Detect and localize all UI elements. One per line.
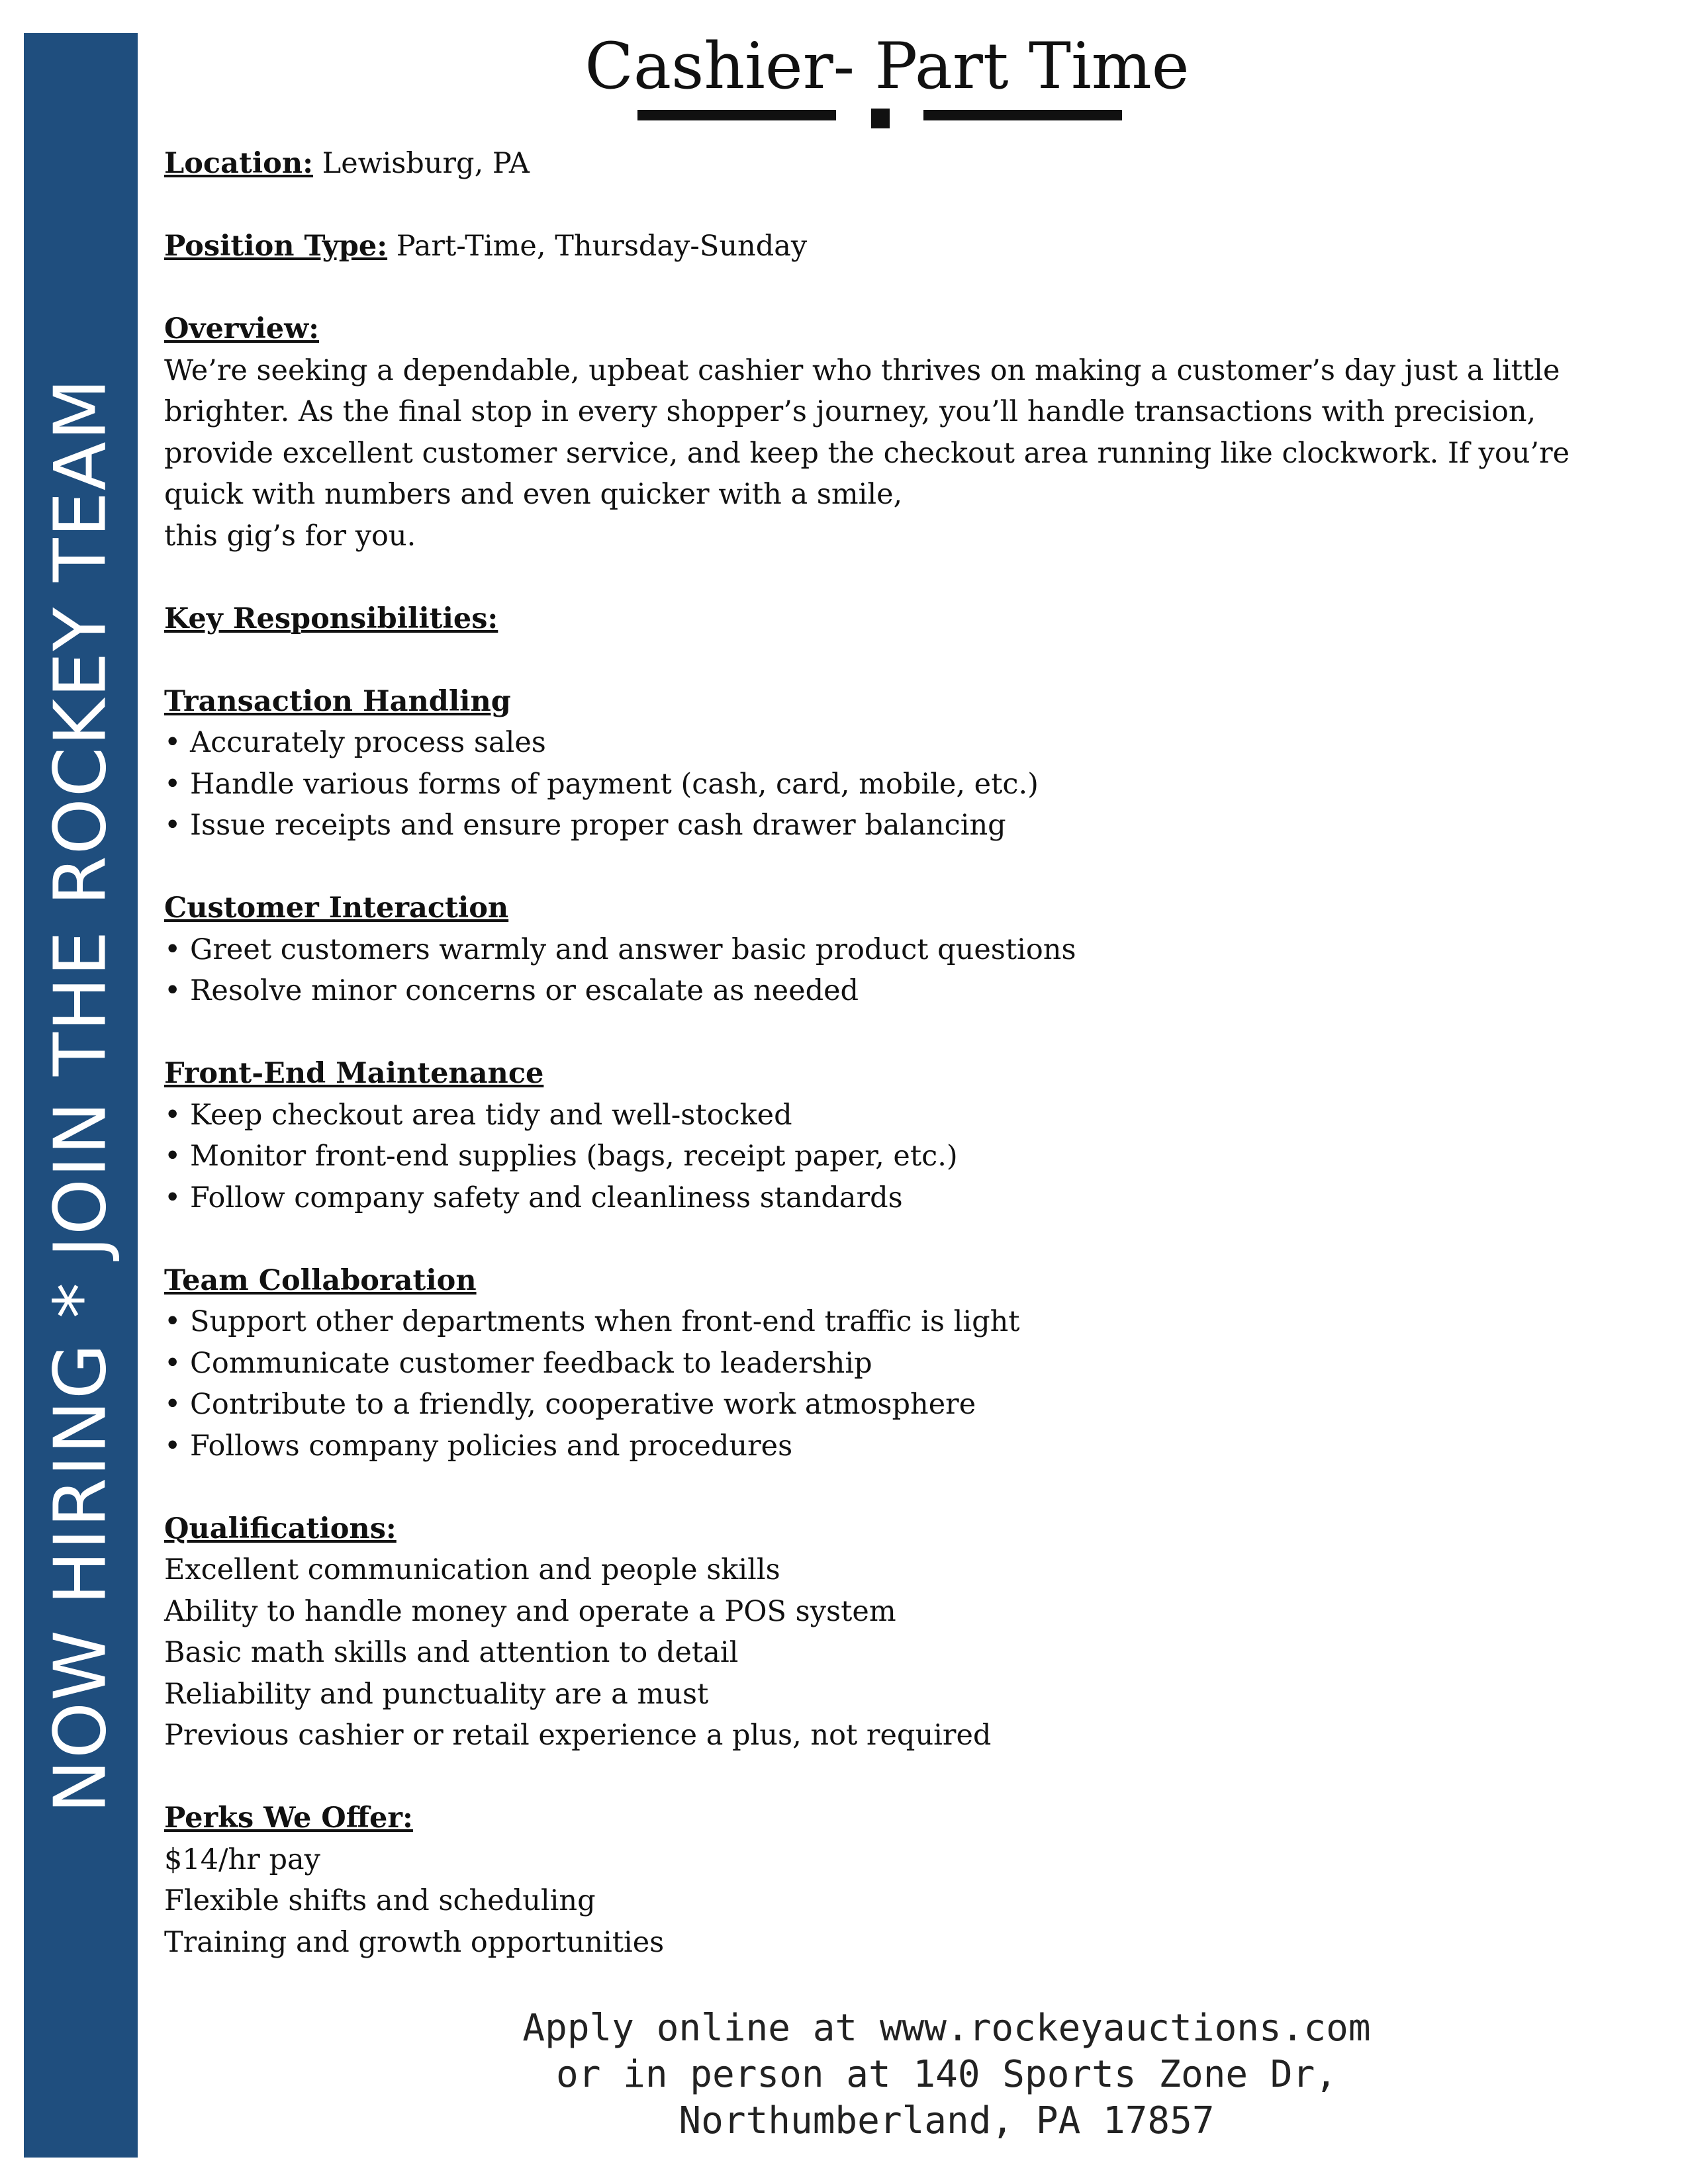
perk-item: $14/hr pay [164,1843,320,1876]
list-item: • Follows company policies and procedures [164,1429,793,1463]
list-item: • Contribute to a friendly, cooperative work atmosphere [164,1388,976,1421]
qualification-item: Basic math skills and attention to detail [164,1636,739,1669]
qualification-item: Excellent communication and people skills [164,1553,780,1586]
list-item: • Resolve minor concerns or escalate as needed [164,974,859,1007]
qualification-item: Ability to handle money and operate a POS system [164,1594,896,1628]
qualification-item: Previous cashier or retail experience a plus, not required [164,1719,992,1752]
overview-line: quick with numbers and even quicker with a smile, [164,478,903,511]
position-type-value: Part-Time, Thursday-Sunday [387,230,808,263]
position-type-row [164,226,1634,267]
overview-line: provide excellent customer service, and keep the checkout area running like clockwork. If you’re [164,436,1570,470]
title-underline-dot [871,109,890,128]
list-item: • Monitor front-end supplies (bags, receipt paper, etc.) [164,1140,958,1173]
position-type-label: Position Type: [164,230,388,263]
key-responsibilities-heading: Key Responsibilities: [164,602,498,635]
qualification-item: Reliability and punctuality are a must [164,1677,709,1711]
list-item: • Issue receipts and ensure proper cash drawer balancing [164,809,1006,842]
apply-line: Apply online at www.rockeyauctions.com [522,2007,1371,2050]
section-heading-team-collaboration: Team Collaboration [164,1263,477,1297]
perk-item: Training and growth opportunities [164,1925,665,1959]
page-title: Cashier- Part Time [585,29,1190,103]
list-item: • Keep checkout area tidy and well-stocked [164,1098,792,1132]
section-heading-front-end-maintenance: Front-End Maintenance [164,1057,544,1090]
list-item: • Follow company safety and cleanliness standards [164,1181,903,1214]
title-underline-left [637,110,836,120]
apply-line: Northumberland, PA 17857 [679,2099,1215,2142]
list-item: • Support other departments when front-end traffic is light [164,1305,1020,1338]
apply-line: or in person at 140 Sports Zone Dr, [555,2053,1338,2096]
location-row [164,143,1634,185]
now-hiring-banner [24,33,138,2158]
overview-line: We’re seeking a dependable, upbeat cashier who thrives on making a customer’s day just a little [164,353,1560,387]
overview-line: this gig’s for you. [164,519,416,553]
banner-text: NOW HIRING * JOIN THE ROCKEY TEAM [39,377,122,1813]
section-heading-customer-interaction: Customer Interaction [164,891,509,925]
title-underline-right [923,110,1122,120]
overview-heading: Overview: [164,312,320,345]
qualifications-heading: Qualifications: [164,1512,397,1545]
overview-line: brighter. As the final stop in every shopper’s journey, you’ll handle transactions with precision, [164,395,1536,428]
list-item: • Accurately process sales [164,726,546,759]
location-value: Lewisburg, PA [312,147,530,180]
apply-instructions [384,2005,1509,2144]
list-item: • Greet customers warmly and answer basic product questions [164,933,1076,966]
job-description [164,143,1634,1963]
list-item: • Handle various forms of payment (cash, card, mobile, etc.) [164,767,1039,801]
perks-heading: Perks We Offer: [164,1801,413,1835]
perk-item: Flexible shifts and scheduling [164,1884,596,1917]
section-heading-transaction-handling: Transaction Handling [164,684,511,718]
location-label: Location: [164,147,313,180]
list-item: • Communicate customer feedback to leadership [164,1346,872,1380]
